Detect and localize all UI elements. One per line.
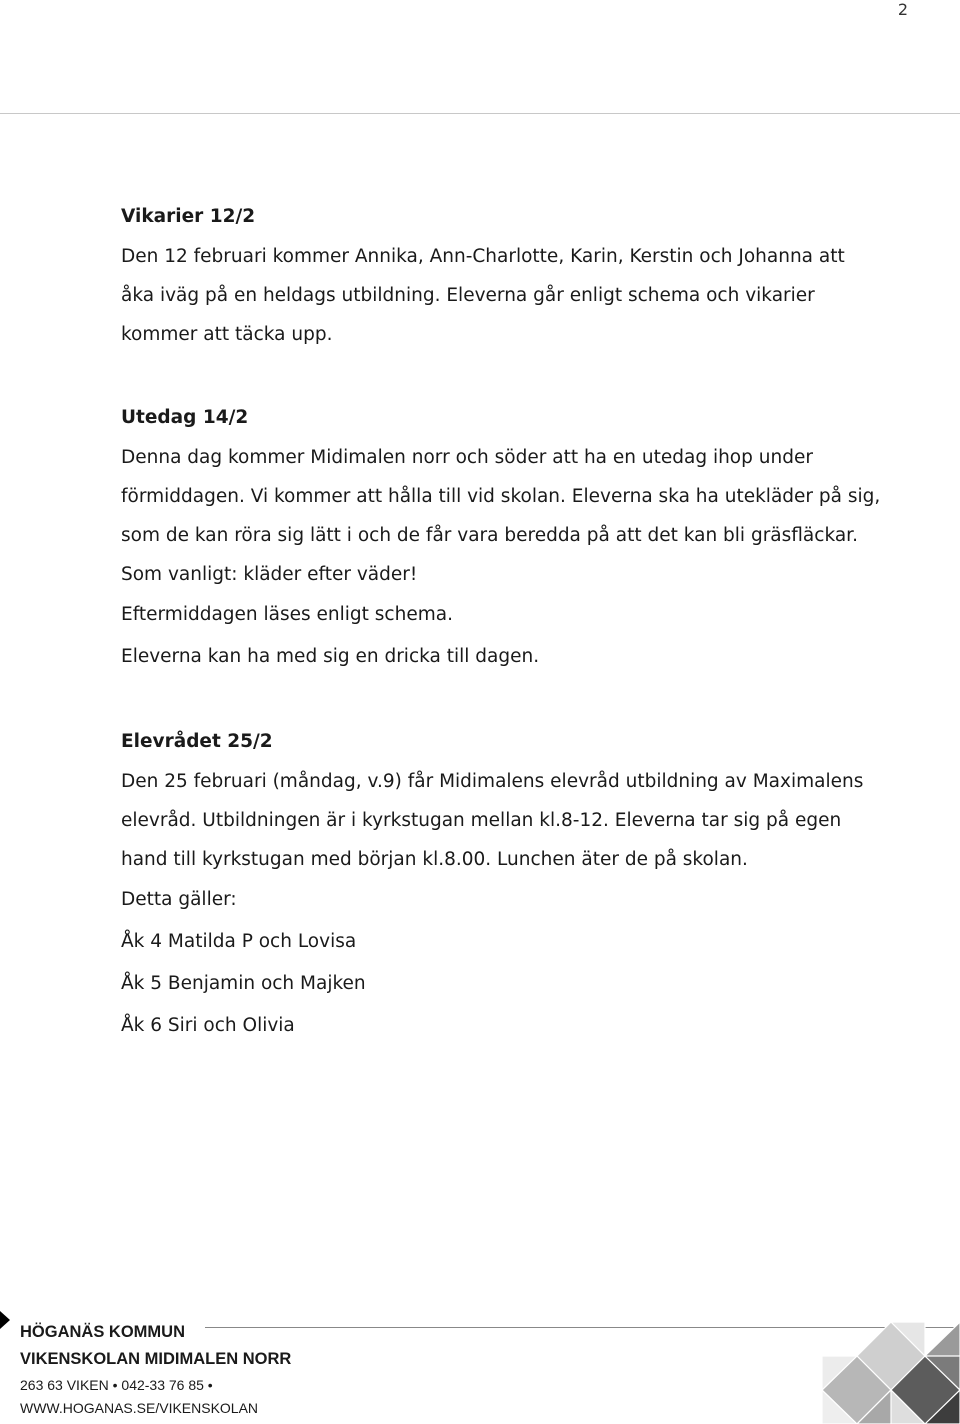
- paragraph-line: åka iväg på en heldags utbildning. Eleverna går enligt schema och vikarier: [121, 285, 815, 306]
- paragraph-line: Eftermiddagen läses enligt schema.: [121, 604, 453, 625]
- footer-municipality: HÖGANÄS KOMMUN: [20, 1323, 185, 1341]
- section-heading: Vikarier 12/2: [121, 206, 256, 227]
- paragraph-line: Denna dag kommer Midimalen norr och söder att ha en utedag ihop under: [121, 447, 813, 468]
- section-elevradet: [121, 722, 901, 1047]
- paragraph-line: förmiddagen. Vi kommer att hålla till vid skolan. Eleverna ska ha utekläder på sig,: [121, 486, 881, 507]
- list-item: Åk 6 Siri och Olivia: [121, 1015, 295, 1036]
- paragraph-line: Den 25 februari (måndag, v.9) får Midimalens elevråd utbildning av Maximalens: [121, 771, 864, 792]
- list-item: Åk 5 Benjamin och Majken: [121, 973, 366, 994]
- section-heading: Elevrådet 25/2: [121, 731, 273, 752]
- kommun-logo-icon: [822, 1322, 960, 1424]
- footer-address: 263 63 VIKEN • 042-33 76 85 •: [20, 1377, 213, 1393]
- paragraph-line: elevråd. Utbildningen är i kyrkstugan mellan kl.8-12. Eleverna tar sig på egen: [121, 810, 842, 831]
- paragraph-line: kommer att täcka upp.: [121, 324, 333, 345]
- paragraph-line: som de kan röra sig lätt i och de får vara beredda på att det kan bli gräsfläckar.: [121, 525, 858, 546]
- footer: [0, 1300, 960, 1424]
- paragraph-line: hand till kyrkstugan med början kl.8.00. Lunchen äter de på skolan.: [121, 849, 748, 870]
- section-gap: [121, 678, 901, 722]
- paragraph-line: Eleverna kan ha med sig en dricka till dagen.: [121, 646, 540, 667]
- footer-school: VIKENSKOLAN MIDIMALEN NORR: [20, 1350, 292, 1368]
- document-body: [121, 197, 901, 1047]
- header-divider: [0, 113, 960, 114]
- footer-website[interactable]: WWW.HOGANAS.SE/VIKENSKOLAN: [20, 1400, 259, 1416]
- section-utedag: [121, 398, 901, 678]
- paragraph-line: Som vanligt: kläder efter väder!: [121, 564, 418, 585]
- paragraph-line: Detta gäller:: [121, 889, 237, 910]
- list-item: Åk 4 Matilda P och Lovisa: [121, 931, 357, 952]
- triangle-arrow-icon: [0, 1311, 10, 1329]
- section-gap: [121, 354, 901, 398]
- section-vikarier: [121, 197, 901, 354]
- paragraph-line: Den 12 februari kommer Annika, Ann-Charlotte, Karin, Kerstin och Johanna att: [121, 246, 845, 267]
- section-heading: Utedag 14/2: [121, 407, 249, 428]
- page-number: 2: [897, 0, 908, 19]
